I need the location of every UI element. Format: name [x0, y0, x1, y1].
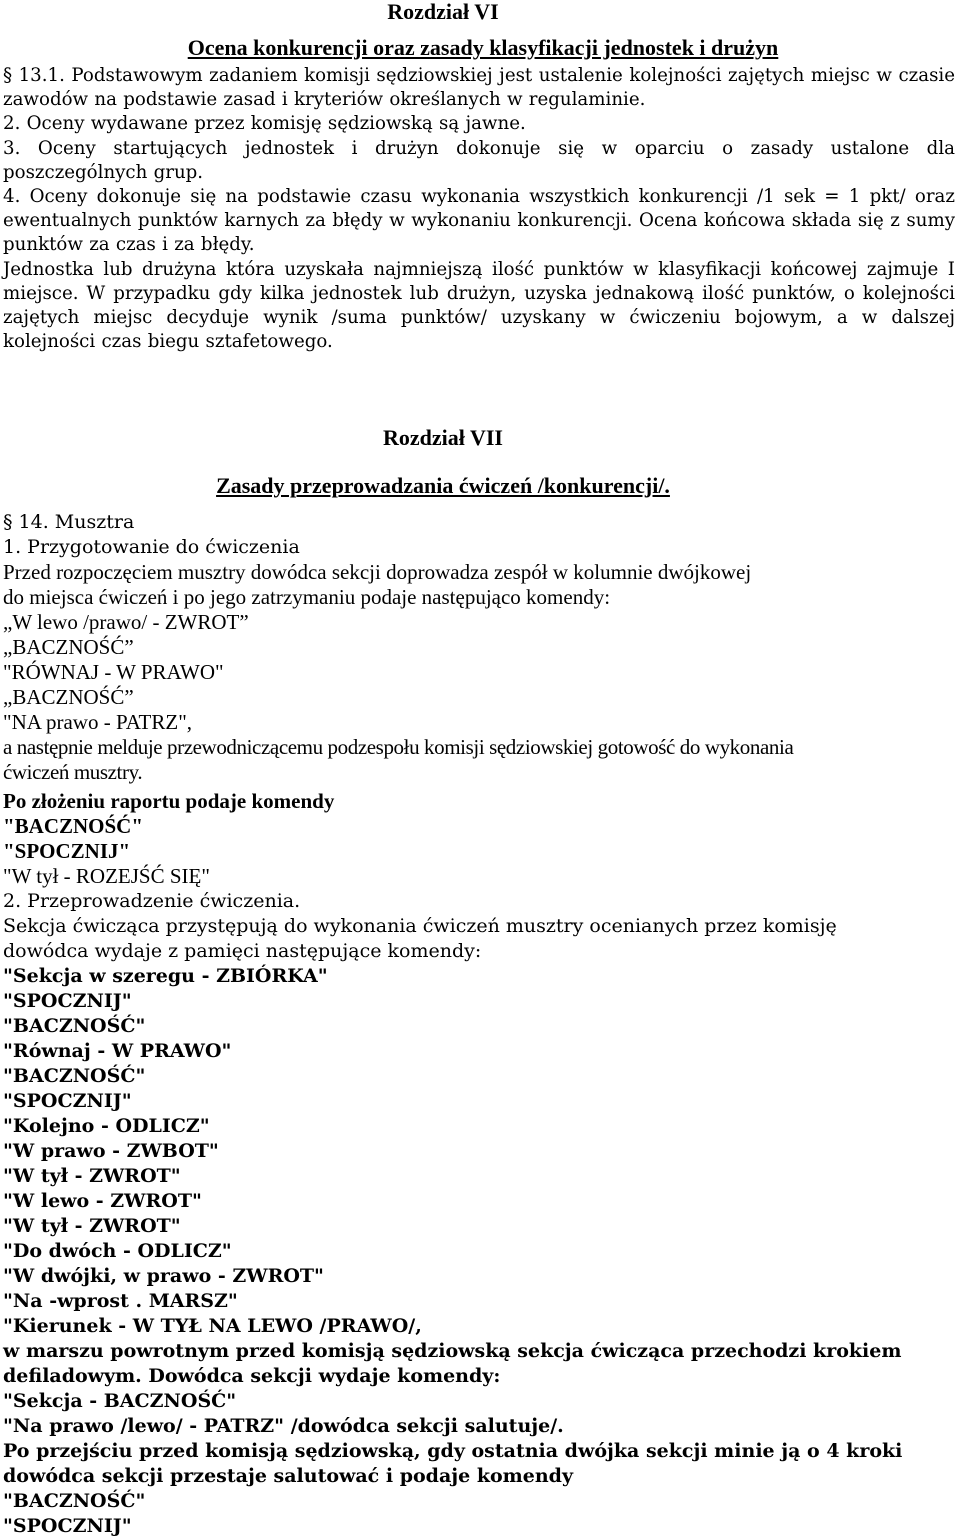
preparation-heading: 1. Przygotowanie do ćwiczenia: [3, 536, 300, 558]
paragraph-5: Jednostka lub drużyna która uzyskała najmniejszą ilość punktów w klasyfikacji końcowej zajmuje I miejsce. W przypadku gdy kilka jednostek lub drużyn, uzyska jednakową ilość punktów, o kolejności zajętych miejsc decyduje wynik /suma punktów/ uzyskany w ćwiczeniu bojowym, a w dalszej kolejności czas biegu sztafetowego.: [3, 258, 955, 353]
command-c-11: "W tył - ZWROT": [3, 1215, 181, 1237]
section-14-heading: § 14. Musztra: [3, 511, 135, 533]
execution-heading: 2. Przeprowadzenie ćwiczenia.: [3, 890, 301, 912]
command-c-4: "Równaj - W PRAWO": [3, 1040, 232, 1062]
command-c-8: "W prawo - ZWBOT": [3, 1140, 219, 1162]
command-c-13: "W dwójki, w prawo - ZWROT": [3, 1265, 324, 1287]
command-b-1: "BACZNOŚĆ": [3, 814, 144, 838]
command-a-3: "RÓWNAJ - W PRAWO": [3, 660, 224, 684]
command-a-1: „W lewo /prawo/ - ZWROT”: [3, 610, 249, 634]
march-text-line-1: w marszu powrotnym przed komisją sędziowską sekcja ćwicząca przechodzi krokiem: [3, 1340, 902, 1362]
chapter6-title: Rozdział VI: [387, 0, 499, 24]
report-text-line-1: a następnie melduje przewodniczącemu podzespołu komisji sędziowskiej gotowość do wykonania: [3, 735, 794, 759]
chapter7-subtitle: Zasady przeprowadzania ćwiczeń /konkurencji/.: [216, 473, 670, 498]
execution-text-line-2: dowódca wydaje z pamięci następujące komendy:: [3, 940, 482, 962]
command-c-14: "Na -wprost . MARSZ": [3, 1290, 238, 1312]
command-c-15: "Kierunek - W TYŁ NA LEWO /PRAWO/,: [3, 1315, 422, 1337]
command-a-4: „BACZNOŚĆ”: [3, 685, 134, 709]
command-c-3: "BACZNOŚĆ": [3, 1015, 146, 1037]
command-a-2: „BACZNOŚĆ”: [3, 635, 134, 659]
command-e-2: "SPOCZNIJ": [3, 1515, 132, 1537]
command-c-7: "Kolejno - ODLICZ": [3, 1115, 210, 1137]
command-c-10: "W lewo - ZWROT": [3, 1190, 202, 1212]
paragraph-13-1: § 13.1. Podstawowym zadaniem komisji sędziowskiej jest ustalenie kolejności zajętych miejsc w czasie zawodów na podstawie zasad i kryteriów określanych w regulaminie.: [3, 65, 955, 111]
chapter7-title: Rozdział VII: [383, 425, 503, 450]
command-d-1: "Sekcja - BACZNOŚĆ": [3, 1390, 237, 1412]
pass-text-line-2: dowódca sekcji przestaje salutować i podaje komendy: [3, 1465, 573, 1487]
report-text-line-2: ćwiczeń musztry.: [3, 760, 143, 784]
command-c-9: "W tył - ZWROT": [3, 1165, 181, 1187]
command-c-5: "BACZNOŚĆ": [3, 1065, 146, 1087]
chapter6-body: [3, 64, 955, 354]
march-text-line-2: defiladowym. Dowódca sekcji wydaje komendy:: [3, 1365, 501, 1387]
paragraph-2: 2. Oceny wydawane przez komisję sędziowską są jawne.: [3, 113, 526, 135]
pass-text-line-1: Po przejściu przed komisją sędziowską, gdy ostatnia dwójka sekcji minie ją o 4 kroki: [3, 1440, 903, 1462]
command-b-2: "SPOCZNIJ": [3, 839, 131, 863]
execution-text-line-1: Sekcja ćwicząca przystępują do wykonania ćwiczeń musztry ocenianych przez komisję: [3, 915, 837, 937]
command-c-1: "Sekcja w szeregu - ZBIÓRKA": [3, 965, 328, 987]
command-c-2: "SPOCZNIJ": [3, 990, 132, 1012]
command-b-3: "W tył - ROZEJŚĆ SIĘ": [3, 864, 210, 888]
preparation-text-line-1: Przed rozpoczęciem musztry dowódca sekcji doprowadza zespół w kolumnie dwójkowej: [3, 560, 752, 584]
command-d-2: "Na prawo /lewo/ - PATRZ" /dowódca sekcji salutuje/.: [3, 1415, 564, 1437]
command-e-1: "BACZNOŚĆ": [3, 1490, 146, 1512]
chapter6-subtitle: Ocena konkurencji oraz zasady klasyfikacji jednostek i drużyn: [187, 35, 779, 60]
preparation-text-line-2: do miejsca ćwiczeń i po jego zatrzymaniu podaje następująco komendy:: [3, 585, 611, 609]
paragraph-3: 3. Oceny startujących jednostek i drużyn dokonuje się w oparciu o zasady ustalone dla poszczególnych grup.: [3, 137, 955, 183]
command-c-6: "SPOCZNIJ": [3, 1090, 132, 1112]
after-report-text: Po złożeniu raportu podaje komendy: [3, 789, 335, 813]
chapter7-body: [3, 510, 955, 1539]
command-a-5: "NA prawo - PATRZ",: [3, 710, 193, 734]
command-c-12: "Do dwóch - ODLICZ": [3, 1240, 232, 1262]
paragraph-4: 4. Oceny dokonuje się na podstawie czasu wykonania wszystkich konkurencji /1 sek = 1 pkt/ oraz ewentualnych punktów karnych za błędy w wykonaniu konkurencji. Ocena końcowa składa się z sumy punktów za czas i za błędy.: [3, 186, 955, 256]
